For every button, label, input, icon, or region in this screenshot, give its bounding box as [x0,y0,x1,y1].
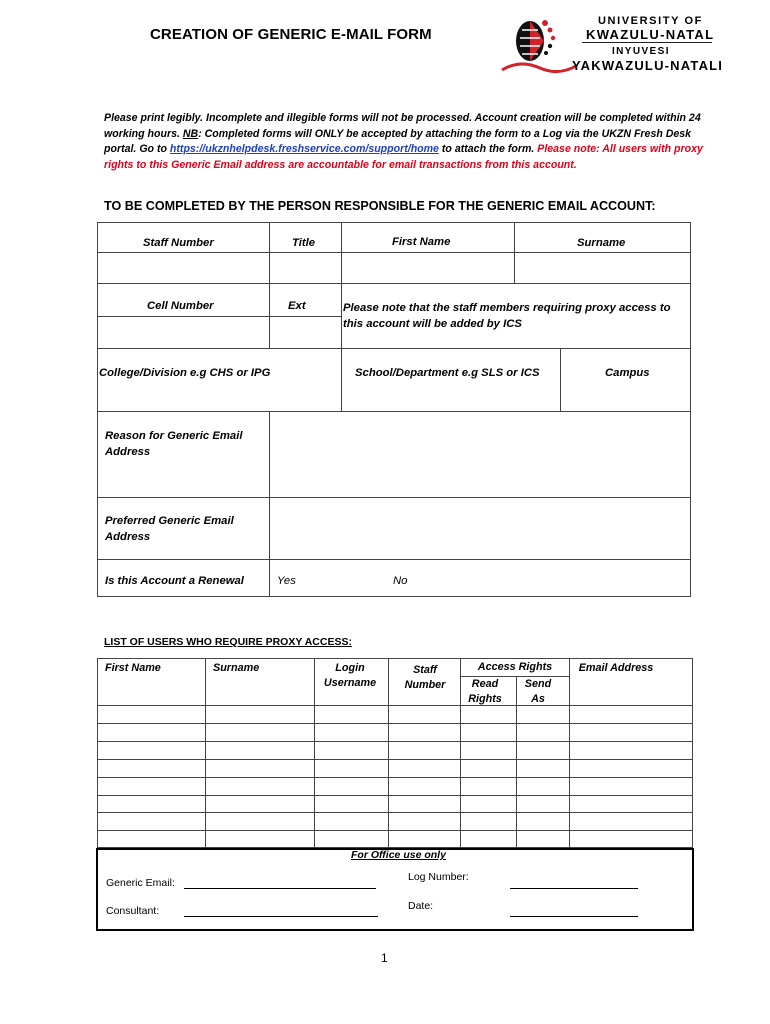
logo-text-line2: KWAZULU-NATAL [586,27,715,42]
date-label: Date: [408,900,434,912]
col-surname: Surname [213,662,260,674]
title-field[interactable] [270,253,340,282]
cell-number-field[interactable] [98,317,268,347]
page-number: 1 [381,951,388,965]
page-title: CREATION OF GENERIC E-MAIL FORM [150,26,432,43]
school-label: School/Department e.g SLS or ICS [355,367,540,379]
date-line[interactable] [510,916,638,917]
preferred-email-label: Preferred Generic Email Address [105,515,234,543]
col-staff-number: Staff Number [404,664,446,691]
staff-number-label: Staff Number [143,237,214,249]
logo-divider [582,42,712,43]
college-field[interactable] [98,382,340,410]
col-email-address: Email Address [578,662,654,674]
consultant-label: Consultant: [106,905,160,917]
nb-label: NB [182,127,199,140]
college-label: College/Division e.g CHS or IPG [99,367,271,379]
col-first-name: First Name [105,662,161,674]
logo-text-line3: INYUVESI [612,46,670,57]
logo-text-line1: UNIVERSITY OF [598,15,703,27]
cell-number-label: Cell Number [147,300,214,312]
surname-label: Surname [577,237,626,249]
crest-icon [500,12,580,76]
campus-label: Campus [605,367,650,379]
instructions-text-2: : Completed forms will ONLY be accepted by attaching the form to a Log via the UKZN Fresh Desk portal. Go to [104,127,692,155]
proxy-list-heading: LIST OF USERS WHO REQUIRE PROXY ACCESS: [104,636,352,648]
instructions-text: Please print legibly. Incomplete and illegible forms will not be processed. Account creation will be completed within 24 working hours. [104,112,701,140]
renewal-no-option[interactable]: No [393,575,408,587]
reason-label: Reason for Generic Email Address [105,430,243,458]
instructions-text-3: to attach the form. [438,143,535,155]
ext-label: Ext [288,300,306,312]
renewal-yes-option[interactable]: Yes [277,575,296,587]
section-heading: TO BE COMPLETED BY THE PERSON RESPONSIBLE FOR THE GENERIC EMAIL ACCOUNT: [104,199,656,213]
first-name-field[interactable] [342,253,513,282]
generic-email-line[interactable] [184,888,376,889]
ext-field[interactable] [270,317,340,347]
log-number-line[interactable] [510,888,638,889]
helpdesk-link[interactable]: https://ukznhelpdesk.freshservice.com/support/home [169,143,439,155]
school-field[interactable] [342,382,559,410]
consultant-line[interactable] [184,916,378,917]
campus-field[interactable] [561,382,690,410]
proxy-note: Please note that the staff members requiring proxy access to this account will be added by ICS [343,302,671,330]
reason-field[interactable] [270,412,690,496]
first-name-label: First Name [392,236,451,248]
col-read-rights: Read Rights [468,678,502,705]
proxy-warning: Please note: All users with proxy rights to this Generic Email address are accountable for email transactions from this account. [104,143,703,171]
col-login-username: Login Username [323,662,377,689]
instructions [104,111,714,173]
col-send-as: Send As [524,678,552,705]
logo-text-line4: YAKWAZULU-NATALI [572,58,724,73]
log-number-label: Log Number: [408,871,469,883]
renewal-label: Is this Account a Renewal [105,575,244,587]
staff-number-field[interactable] [98,253,268,282]
title-label: Title [292,237,316,249]
preferred-email-field[interactable] [270,498,690,558]
surname-field[interactable] [515,253,690,282]
col-access-rights: Access Rights [477,661,553,673]
generic-email-label: Generic Email: [106,877,175,889]
office-use-heading: For Office use only [351,849,446,861]
